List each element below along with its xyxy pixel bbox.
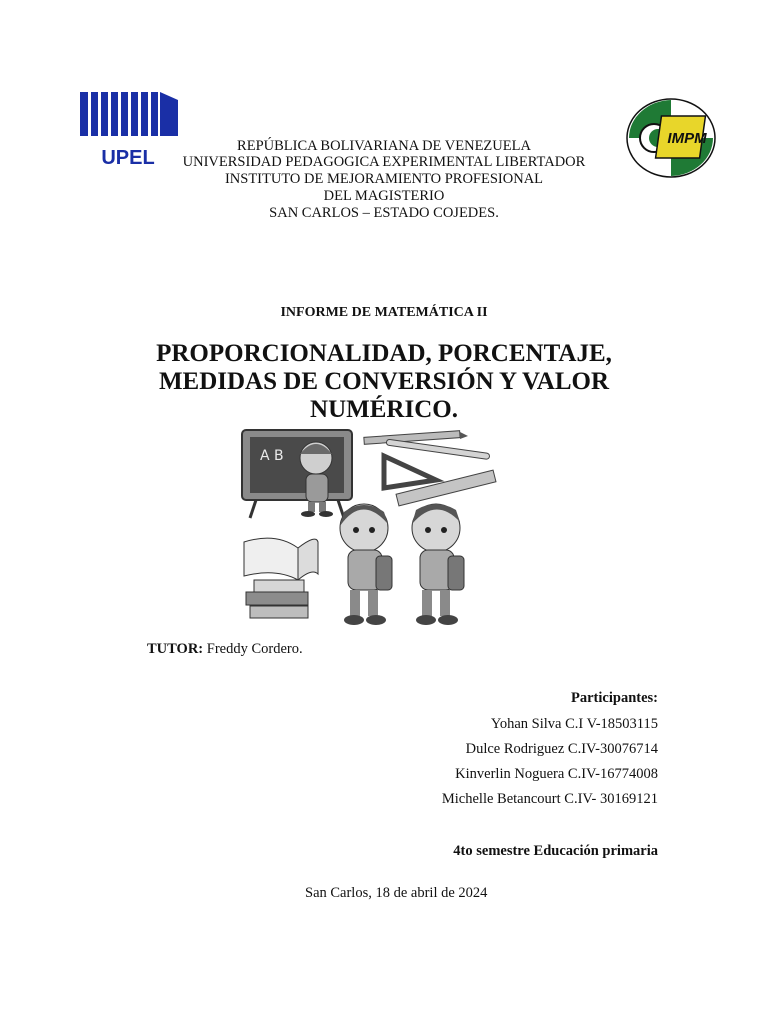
impm-logo-text: IMPM [667, 130, 707, 147]
header-line-republic: REPÚBLICA BOLIVARIANA DE VENEZUELA [237, 138, 531, 154]
tutor-label: TUTOR: [147, 641, 204, 657]
report-title-line1: PROPORCIONALIDAD, PORCENTAJE, [156, 340, 612, 367]
header-line-institute: INSTITUTO DE MEJORAMIENTO PROFESIONAL [224, 171, 544, 187]
chalkboard-icon [242, 430, 352, 518]
participant-item: Dulce Rodriguez C.IV-30076714 [465, 741, 658, 757]
chalkboard-text: A B [260, 448, 284, 464]
pencil-icon [364, 431, 468, 445]
set-square-icon [384, 456, 436, 488]
tutor-name: Freddy Cordero. [206, 641, 303, 657]
header-line-magisterio: DEL MAGISTERIO [323, 188, 445, 204]
participant-item: Kinverlin Noguera C.IV-16774008 [455, 766, 658, 782]
date-line: San Carlos, 18 de abril de 2024 [305, 885, 488, 901]
school-illustration [236, 428, 500, 640]
open-book-icon [244, 538, 318, 580]
header-line-university: UNIVERSIDAD PEDAGOGICA EXPERIMENTAL LIBERTADOR [182, 154, 586, 170]
header-line-location: SAN CARLOS – ESTADO COJEDES. [269, 205, 499, 221]
girl-with-backpack-icon [340, 504, 392, 625]
book-stack-icon [246, 580, 308, 618]
upel-logo-text: UPEL [101, 147, 155, 168]
participants-heading: Participantes: [571, 690, 658, 706]
pen-icon [386, 439, 490, 459]
report-title-line2: MEDIDAS DE CONVERSIÓN Y VALOR [158, 368, 610, 395]
participant-item: Michelle Betancourt C.IV- 30169121 [441, 791, 658, 807]
participant-item: Yohan Silva C.I V-18503115 [490, 716, 658, 732]
tutor-line [147, 641, 303, 658]
ruler-icon [396, 470, 496, 506]
boy-with-backpack-icon [412, 504, 464, 625]
semester-line: 4to semestre Educación primaria [453, 843, 658, 859]
report-title-line3: NUMÉRICO. [310, 396, 458, 423]
report-subtitle: INFORME DE MATEMÁTICA II [280, 305, 488, 320]
